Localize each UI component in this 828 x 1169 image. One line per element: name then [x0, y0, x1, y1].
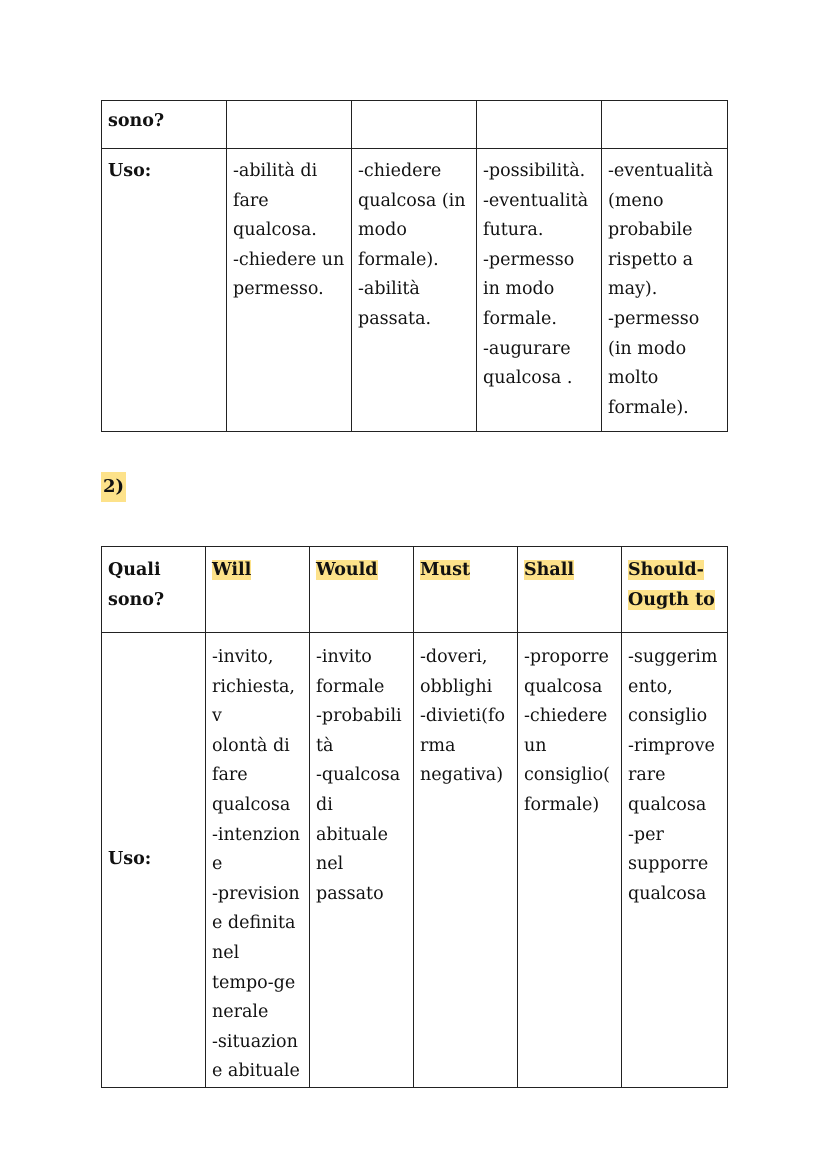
- table2-header-cell: [206, 547, 310, 633]
- table1-empty-cell: [477, 101, 602, 149]
- table1-uso-cell: -chiedere qualcosa (in modo formale). -abilità passata.: [352, 149, 477, 432]
- table2-header-cell: [414, 547, 518, 633]
- section-2-label: 2): [101, 472, 126, 502]
- table1-row-uso: [102, 149, 728, 432]
- table2-usage-cell: -suggerim ento, consiglio -rimprove rare qualcosa -per supporre qualcosa: [622, 633, 728, 1088]
- table2-usage-cell: -doveri, obblighi -divieti(fo rma negativa): [414, 633, 518, 1088]
- verb-shall: Shall: [524, 560, 574, 580]
- table2-header-cell: [518, 547, 622, 633]
- table2-usage-cell: -invito, richiesta,v olontà di fare qualcosa -intenzion e -prevision e definita nel tempo-ge nerale -situazion e abituale: [206, 633, 310, 1088]
- table2-label-quali-sono: Quali sono?: [102, 547, 206, 633]
- table2-header-cell: [622, 547, 728, 633]
- table1-empty-cell: [352, 101, 477, 149]
- verb-would: Would: [316, 560, 378, 580]
- table1-row-sono: [102, 101, 728, 149]
- verb-must: Must: [420, 560, 471, 580]
- table2-usage-cell: -invito formale -probabili tà -qualcosa di abituale nel passato: [310, 633, 414, 1088]
- table2-usage-row: [102, 633, 728, 1088]
- table2-label-uso: Uso:: [102, 633, 206, 1088]
- verb-should-ougth-to: Should- Ougth to: [628, 560, 715, 610]
- table1-label-uso: Uso:: [102, 149, 227, 432]
- verb-will: Will: [212, 560, 252, 580]
- table1-empty-cell: [227, 101, 352, 149]
- table1-uso-cell: -possibilità. -eventualità futura. -permesso in modo formale. -augurare qualcosa .: [477, 149, 602, 432]
- table2-header-cell: [310, 547, 414, 633]
- table1-label-sono: sono?: [102, 101, 227, 149]
- table1-uso-cell: -abilità di fare qualcosa. -chiedere un permesso.: [227, 149, 352, 432]
- modal-verbs-table-2: [101, 546, 728, 1088]
- table1-empty-cell: [602, 101, 728, 149]
- modal-verbs-table-1: [101, 100, 728, 432]
- table2-usage-cell: -proporre qualcosa -chiedere un consiglio( formale): [518, 633, 622, 1088]
- table2-header-row: [102, 547, 728, 633]
- table1-uso-cell: -eventualità (meno probabile rispetto a may). -permesso (in modo molto formale).: [602, 149, 728, 432]
